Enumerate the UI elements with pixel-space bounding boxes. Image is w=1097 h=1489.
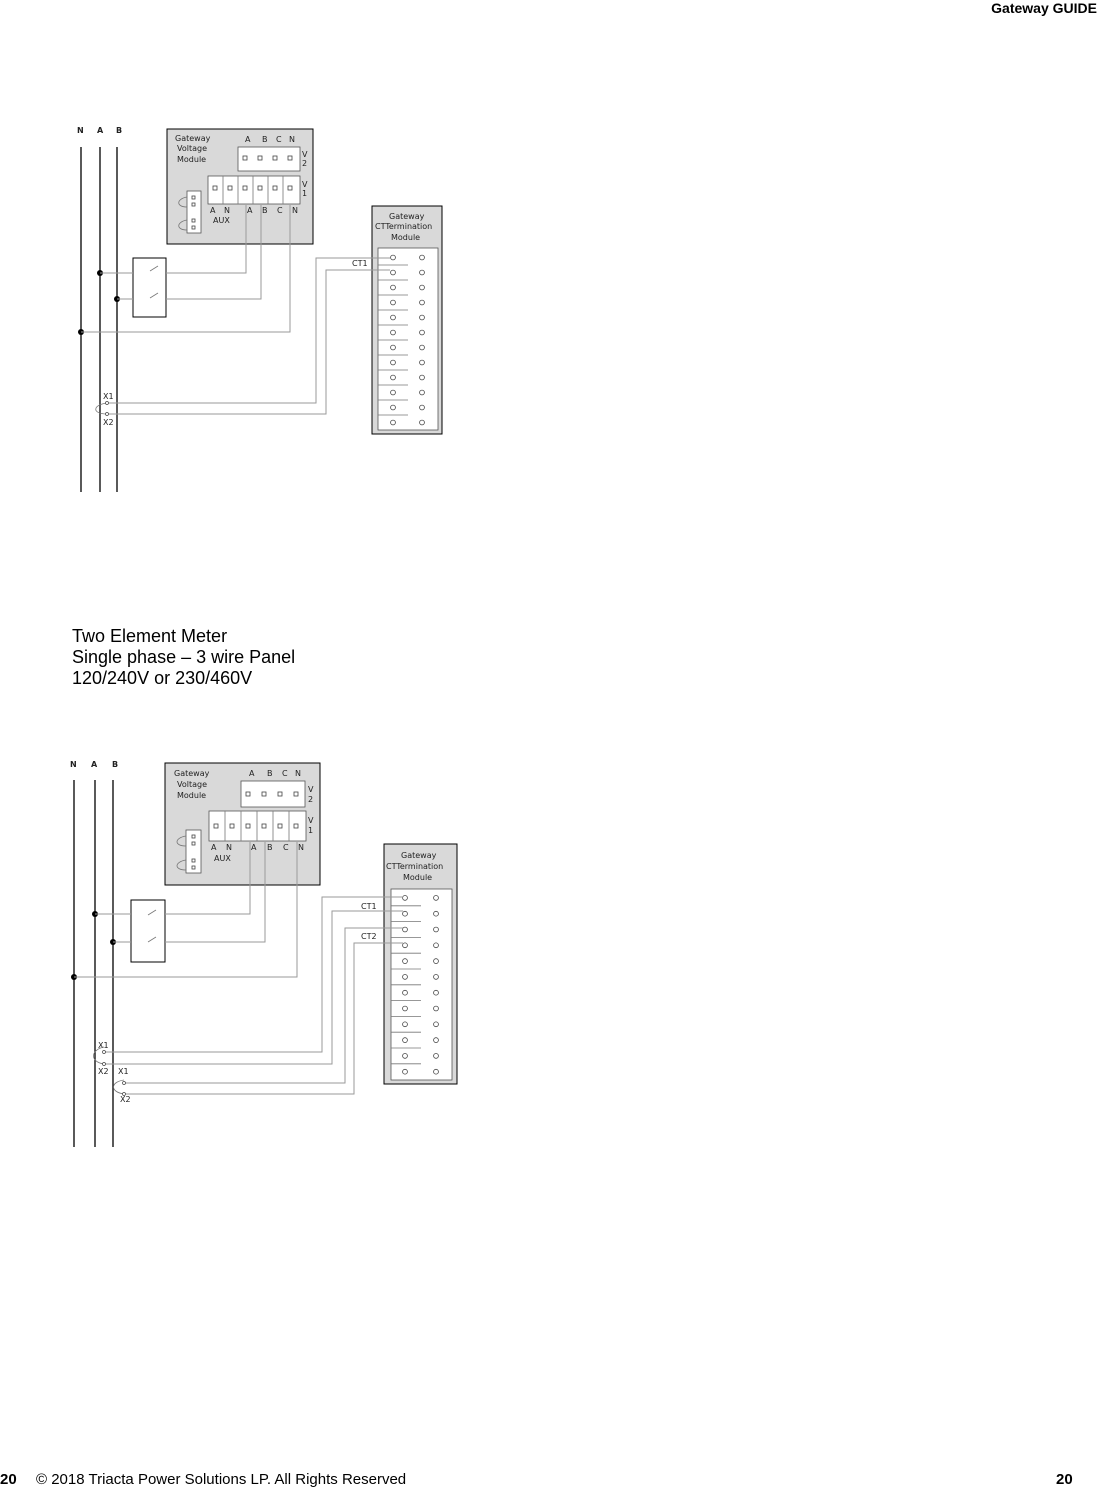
svg-text:Voltage: Voltage: [177, 780, 208, 789]
page-number-right: 20: [1056, 1471, 1073, 1488]
vm-title-3: Module: [177, 155, 207, 164]
svg-text:X1: X1: [118, 1067, 129, 1076]
svg-text:2: 2: [308, 795, 314, 804]
ct-terminal: [403, 1038, 408, 1043]
svg-text:C: C: [276, 135, 282, 144]
ct-terminal: [434, 975, 439, 980]
svg-text:Gateway: Gateway: [174, 769, 210, 778]
ct-terminal: [403, 896, 408, 901]
svg-text:B: B: [262, 206, 268, 215]
copyright: © 2018 Triacta Power Solutions LP. All Rights Reserved: [36, 1471, 407, 1488]
svg-text:B: B: [112, 760, 119, 769]
svg-text:Gateway: Gateway: [389, 212, 425, 221]
ct-terminal: [434, 990, 439, 995]
svg-text:X2: X2: [98, 1067, 109, 1076]
svg-text:CTTermination: CTTermination: [375, 222, 433, 231]
ct-terminal: [434, 911, 439, 916]
svg-text:2: 2: [302, 159, 308, 168]
caption-line-3: 120/240V or 230/460V: [72, 668, 253, 688]
ct1-label: CT1: [352, 259, 368, 268]
svg-text:X2: X2: [120, 1095, 131, 1104]
svg-text:A: A: [245, 135, 251, 144]
ct-terminal: [434, 1054, 439, 1059]
svg-text:Module: Module: [403, 873, 433, 882]
svg-text:V: V: [308, 785, 314, 794]
ct-terminal: [403, 911, 408, 916]
svg-text:A: A: [251, 843, 257, 852]
ct-terminal: [434, 1022, 439, 1027]
ct-terminal: [434, 1069, 439, 1074]
svg-text:N: N: [295, 769, 301, 778]
page-number-left: 20: [0, 1471, 17, 1488]
svg-text:CTTermination: CTTermination: [386, 862, 444, 871]
ct-terminal: [434, 927, 439, 932]
svg-text:N: N: [224, 206, 230, 215]
bus-label-b: B: [116, 126, 123, 135]
caption-line-2: Single phase – 3 wire Panel: [72, 647, 296, 667]
ct-terminal: [403, 1054, 408, 1059]
ct-terminal: [403, 927, 408, 932]
svg-text:A: A: [91, 760, 98, 769]
svg-text:C: C: [277, 206, 283, 215]
svg-text:A: A: [247, 206, 253, 215]
svg-text:V: V: [302, 180, 308, 189]
svg-text:V: V: [302, 150, 308, 159]
ct-terminal: [403, 959, 408, 964]
svg-text:B: B: [262, 135, 268, 144]
svg-text:C: C: [282, 769, 288, 778]
ct-terminal: [403, 975, 408, 980]
svg-text:AUX: AUX: [214, 854, 231, 863]
svg-text:Module: Module: [177, 791, 207, 800]
svg-text:A: A: [211, 843, 217, 852]
svg-text:A: A: [249, 769, 255, 778]
svg-text:B: B: [267, 769, 273, 778]
svg-text:X1: X1: [98, 1041, 109, 1050]
svg-text:N: N: [226, 843, 232, 852]
svg-text:1: 1: [302, 189, 308, 198]
svg-text:X1: X1: [103, 392, 114, 401]
bus-label-n: N: [77, 126, 84, 135]
svg-text:N: N: [298, 843, 304, 852]
ct-terminal: [434, 943, 439, 948]
ct-terminal: [403, 1022, 408, 1027]
ct-terminal: [403, 1069, 408, 1074]
ct-terminal: [434, 896, 439, 901]
svg-text:CT1: CT1: [361, 902, 377, 911]
ct-terminal: [434, 959, 439, 964]
svg-text:C: C: [283, 843, 289, 852]
ct-terminal: [403, 990, 408, 995]
svg-text:CT2: CT2: [361, 932, 377, 941]
svg-text:X2: X2: [103, 418, 114, 427]
bus-label-a: A: [97, 126, 104, 135]
svg-text:N: N: [292, 206, 298, 215]
caption-line-1: Two Element Meter: [72, 626, 228, 646]
svg-text:A: A: [210, 206, 216, 215]
svg-text:Module: Module: [391, 233, 421, 242]
ct-terminal: [403, 1006, 408, 1011]
page-header: Gateway GUIDE: [991, 0, 1097, 16]
ct-terminal: [434, 1006, 439, 1011]
svg-text:1: 1: [308, 826, 314, 835]
vm-title-1: Gateway: [175, 134, 211, 143]
svg-text:AUX: AUX: [213, 216, 230, 225]
svg-text:B: B: [267, 843, 273, 852]
svg-text:N: N: [289, 135, 295, 144]
ct-terminal: [434, 1038, 439, 1043]
svg-text:V: V: [308, 816, 314, 825]
vm-title-2: Voltage: [177, 144, 208, 153]
svg-text:Gateway: Gateway: [401, 851, 437, 860]
svg-text:N: N: [70, 760, 77, 769]
ct-terminal: [403, 943, 408, 948]
